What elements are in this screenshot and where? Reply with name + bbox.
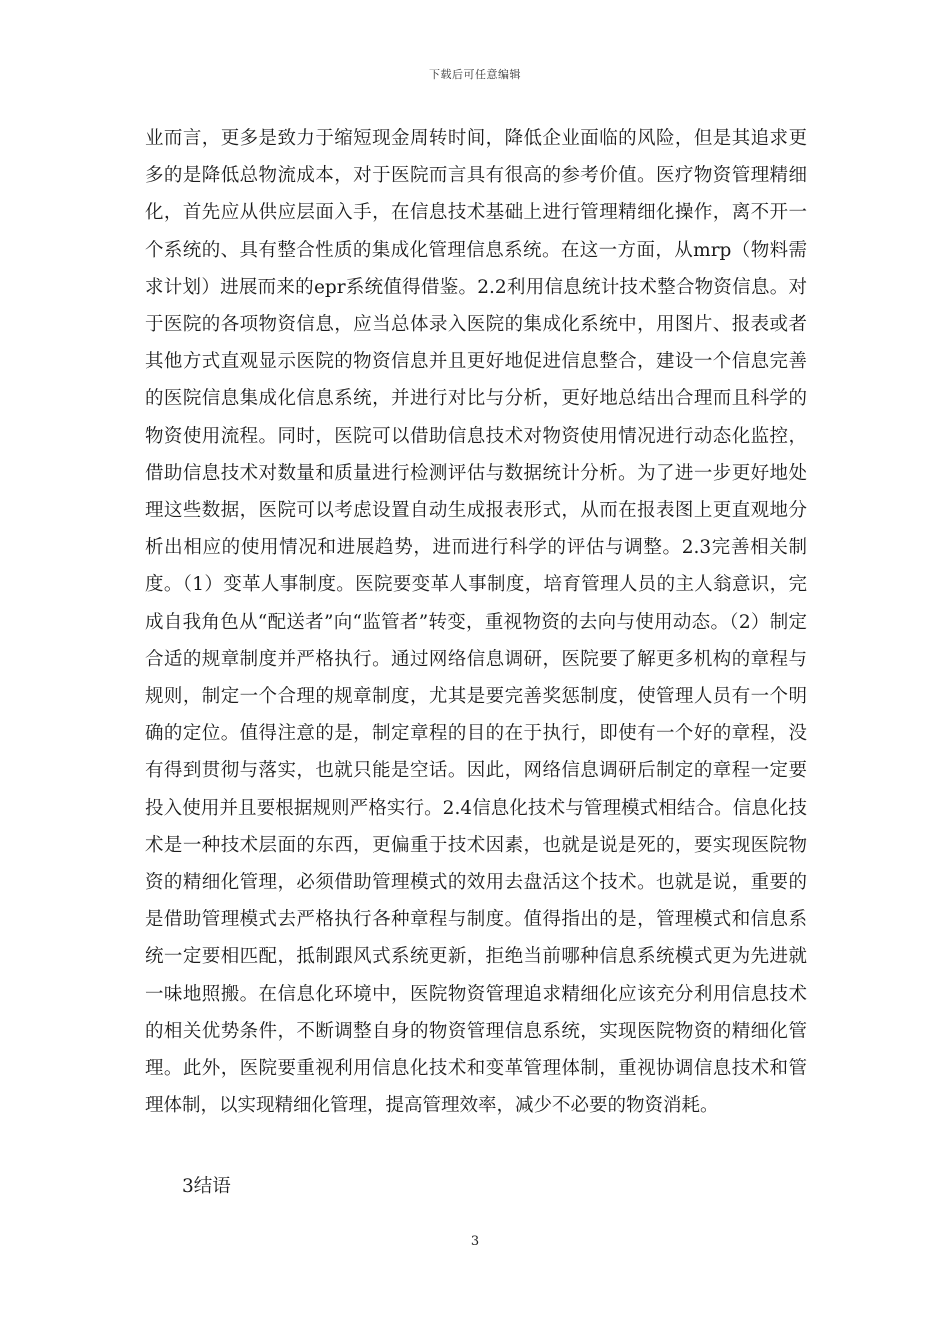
header-note: 下载后可任意编辑 [429, 68, 521, 81]
page-number: 3 [470, 1234, 480, 1249]
section-heading: 3结语 [182, 1176, 231, 1197]
body-paragraph: 业而言，更多是致力于缩短现金周转时间，降低企业面临的风险，但是其追求更多的是降低总物流成本，对于医院而言具有很高的参考价值。医疗物资管理精细化，首先应从供应层面入手，在信息技术基础上进行管理精细化操作，离不开一个系统的、具有整合性质的集成化管理信息系统。在这一方面，从mrp（物料需求计划）进展而来的epr系统值得借鉴。2.2利用信息统计技术整合物资信息。对于医院的各项物资信息，应当总体录入医院的集成化系统中，用图片、报表或者其他方式直观显示医院的物资信息并且更好地促进信息整合，建设一个信息完善的医院信息集成化信息系统，并进行对比与分析，更好地总结出合理而且科学的物资使用流程。同时，医院可以借助信息技术对物资使用情况进行动态化监控，借助信息技术对数量和质量进行检测评估与数据统计分析。为了进一步更好地处理这些数据，医院可以考虑设置自动生成报表形式，从而在报表图上更直观地分析出相应的使用情况和进展趋势，进而进行科学的评估与调整。2.3完善相关制度。（1）变革人事制度。医院要变革人事制度，培育管理人员的主人翁意识，完成自我角色从“配送者”向“监管者”转变，重视物资的去向与使用动态。（2）制定合适的规章制度并严格执行。通过网络信息调研，医院要了解更多机构的章程与规则，制定一个合理的规章制度，尤其是要完善奖惩制度，使管理人员有一个明确的定位。值得注意的是，制定章程的目的在于执行，即使有一个好的章程，没有得到贯彻与落实，也就只能是空话。因此，网络信息调研后制定的章程一定要投入使用并且要根据规则严格实行。2.4信息化技术与管理模式相结合。信息化技术是一种技术层面的东西，更偏重于技术因素，也就是说是死的，要实现医院物资的精细化管理，必须借助管理模式的效用去盘活这个技术。也就是说，重要的是借助管理模式去严格执行各种章程与制度。值得指出的是，管理模式和信息系统一定要相匹配，抵制跟风式系统更新，拒绝当前哪种信息系统模式更为先进就一味地照搬。在信息化环境中，医院物资管理追求精细化应该充分利用信息技术的相关优势条件，不断调整自身的物资管理信息系统，实现医院物资的精细化管理。此外，医院要重视利用信息化技术和变革管理体制，重视协调信息技术和管理体制，以实现精细化管理，提高管理效率，减少不必要的物资消耗。 [145, 128, 807, 1117]
